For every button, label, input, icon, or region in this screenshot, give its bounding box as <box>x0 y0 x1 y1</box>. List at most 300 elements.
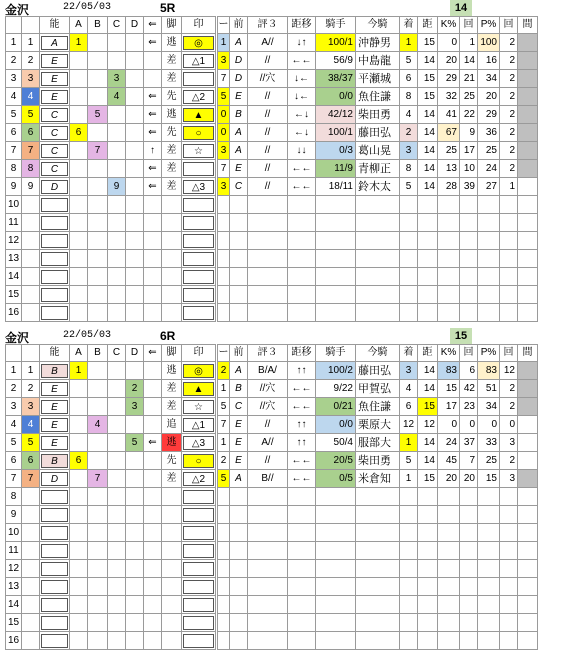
prev-rank-cell: 7 <box>218 416 230 434</box>
horse-no-cell: 16 <box>6 632 22 650</box>
distance-cell: 15 <box>418 34 438 52</box>
running-style-cell: 逃 <box>162 362 182 380</box>
dist-change-cell: ↓↓ <box>288 142 316 160</box>
column-header: 印 <box>182 17 216 34</box>
jockey-rate-cell <box>316 578 356 596</box>
rank-c-cell <box>108 232 126 250</box>
table-row <box>6 362 538 380</box>
runs2-cell: 2 <box>500 52 518 70</box>
rank-a-cell <box>70 578 88 596</box>
jockey-rate-cell <box>316 506 356 524</box>
arrow-cell: ⇐ <box>144 88 162 106</box>
prev-rank-cell: 1 <box>218 34 230 52</box>
mark-cell: ☆ <box>182 142 216 160</box>
rank-a-cell <box>70 524 88 542</box>
column-header: C <box>108 17 126 34</box>
running-style-cell <box>162 542 182 560</box>
prev-cell: E <box>230 160 248 178</box>
distance-cell <box>418 196 438 214</box>
interval-cell <box>518 70 538 88</box>
jockey-rate-cell <box>316 542 356 560</box>
gate-no-cell: 9 <box>22 178 40 196</box>
rating3-cell: // <box>248 416 288 434</box>
gate-no-cell <box>22 250 40 268</box>
running-style-cell <box>162 506 182 524</box>
runs-cell <box>460 214 478 232</box>
ability-cell <box>40 268 70 286</box>
rank-c-cell: 9 <box>108 178 126 196</box>
arrow-cell <box>144 196 162 214</box>
column-header: D <box>126 17 144 34</box>
interval-cell <box>518 452 538 470</box>
prev-cell <box>230 286 248 304</box>
jockey-cell: 中島龍 <box>356 52 400 70</box>
distance-cell: 15 <box>418 88 438 106</box>
runs-cell: 21 <box>460 70 478 88</box>
mark-cell: △1 <box>182 52 216 70</box>
horse-no-cell: 7 <box>6 142 22 160</box>
ability-cell: E <box>40 380 70 398</box>
prev-rank-cell: 0 <box>218 106 230 124</box>
jockey-cell: 藤田弘 <box>356 124 400 142</box>
arrow-cell: ⇐ <box>144 106 162 124</box>
dist-change-cell: ←↓ <box>288 106 316 124</box>
runs2-cell <box>500 232 518 250</box>
column-header: 脚 <box>162 17 182 34</box>
distance-cell <box>418 560 438 578</box>
runs-cell: 22 <box>460 106 478 124</box>
table-row <box>6 524 538 542</box>
gate-no-cell: 2 <box>22 52 40 70</box>
column-header: 前 <box>230 345 248 362</box>
runs2-cell <box>500 304 518 322</box>
prev-cell <box>230 196 248 214</box>
jockey-cell <box>356 250 400 268</box>
arrow-cell: ⇐ <box>144 124 162 142</box>
runs2-cell <box>500 214 518 232</box>
distance-cell: 12 <box>418 416 438 434</box>
running-style-cell: 逃 <box>162 34 182 52</box>
column-header <box>6 17 22 34</box>
rank-a-cell <box>70 434 88 452</box>
rank-a-cell <box>70 268 88 286</box>
prev-finish-cell: 1 <box>400 470 418 488</box>
column-header: C <box>108 345 126 362</box>
rank-a-cell <box>70 88 88 106</box>
prev-rank-cell <box>218 232 230 250</box>
prev-finish-cell: 1 <box>400 434 418 452</box>
prev-cell <box>230 542 248 560</box>
running-style-cell: 先 <box>162 88 182 106</box>
horse-no-cell: 3 <box>6 70 22 88</box>
ability-cell: D <box>40 470 70 488</box>
rank-b-cell <box>88 178 108 196</box>
header-row <box>6 345 538 362</box>
runs2-cell <box>500 524 518 542</box>
arrow-cell: ⇐ <box>144 434 162 452</box>
distance-cell: 15 <box>418 470 438 488</box>
table-row <box>6 434 538 452</box>
rank-d-cell <box>126 524 144 542</box>
mark-cell: ○ <box>182 124 216 142</box>
distance-cell: 15 <box>418 70 438 88</box>
rank-b-cell <box>88 88 108 106</box>
rank-a-cell <box>70 160 88 178</box>
prev-finish-cell: 2 <box>400 124 418 142</box>
rating3-cell: // <box>248 124 288 142</box>
ability-cell: C <box>40 142 70 160</box>
jockey-rate-cell <box>316 250 356 268</box>
running-style-cell <box>162 488 182 506</box>
rank-c-cell <box>108 268 126 286</box>
runs-cell: 20 <box>460 470 478 488</box>
mark-cell <box>182 614 216 632</box>
runs2-cell: 2 <box>500 452 518 470</box>
horse-no-cell: 10 <box>6 524 22 542</box>
running-style-cell: 差 <box>162 142 182 160</box>
prev-rank-cell: 3 <box>218 178 230 196</box>
horse-no-cell: 14 <box>6 596 22 614</box>
runs-cell: 10 <box>460 160 478 178</box>
table-row <box>6 578 538 596</box>
rank-d-cell <box>126 362 144 380</box>
ability-cell: E <box>40 70 70 88</box>
runs-cell <box>460 268 478 286</box>
running-style-cell <box>162 596 182 614</box>
arrow-cell <box>144 488 162 506</box>
column-header: ー <box>218 17 230 34</box>
arrow-cell <box>144 304 162 322</box>
prev-rank-cell <box>218 542 230 560</box>
prev-rank-cell <box>218 488 230 506</box>
horse-no-cell: 16 <box>6 304 22 322</box>
rating3-cell: // <box>248 178 288 196</box>
runs2-cell: 3 <box>500 470 518 488</box>
ability-cell <box>40 506 70 524</box>
jockey-rate-cell: 42/12 <box>316 106 356 124</box>
ability-cell <box>40 286 70 304</box>
runs2-cell: 2 <box>500 124 518 142</box>
rating3-cell <box>248 488 288 506</box>
p-pct-cell: 83 <box>478 362 500 380</box>
rank-a-cell <box>70 304 88 322</box>
rating3-cell <box>248 304 288 322</box>
prev-rank-cell <box>218 560 230 578</box>
rank-d-cell: 3 <box>126 398 144 416</box>
rating3-cell <box>248 578 288 596</box>
prev-rank-cell <box>218 524 230 542</box>
rank-b-cell <box>88 70 108 88</box>
ability-cell: E <box>40 434 70 452</box>
k-pct-cell <box>438 560 460 578</box>
distance-cell: 14 <box>418 124 438 142</box>
p-pct-cell <box>478 596 500 614</box>
gate-no-cell: 2 <box>22 380 40 398</box>
k-pct-cell <box>438 596 460 614</box>
jockey-rate-cell <box>316 614 356 632</box>
horse-no-cell: 8 <box>6 160 22 178</box>
rank-c-cell <box>108 578 126 596</box>
jockey-cell <box>356 578 400 596</box>
prev-rank-cell <box>218 268 230 286</box>
running-style-cell <box>162 560 182 578</box>
arrow-cell <box>144 52 162 70</box>
column-header <box>22 345 40 362</box>
interval-cell <box>518 542 538 560</box>
dist-change-cell: ←← <box>288 470 316 488</box>
runs-cell: 1 <box>460 34 478 52</box>
rank-a-cell <box>70 142 88 160</box>
running-style-cell: 逃 <box>162 434 182 452</box>
table-row <box>6 416 538 434</box>
mark-cell <box>182 286 216 304</box>
runs2-cell: 2 <box>500 142 518 160</box>
rank-a-cell <box>70 286 88 304</box>
table-row <box>6 506 538 524</box>
horse-no-cell: 5 <box>6 434 22 452</box>
prev-finish-cell <box>400 596 418 614</box>
prev-cell <box>230 524 248 542</box>
runs-cell: 6 <box>460 362 478 380</box>
ability-cell: C <box>40 160 70 178</box>
gate-no-cell <box>22 542 40 560</box>
ability-cell: B <box>40 362 70 380</box>
prev-finish-cell <box>400 524 418 542</box>
gate-no-cell <box>22 578 40 596</box>
jockey-rate-cell: 11/9 <box>316 160 356 178</box>
runs2-cell <box>500 268 518 286</box>
venue-label: 金沢 <box>5 3 30 17</box>
jockey-cell <box>356 542 400 560</box>
arrow-cell <box>144 506 162 524</box>
running-style-cell: 差 <box>162 160 182 178</box>
distance-cell: 14 <box>418 160 438 178</box>
mark-cell <box>182 506 216 524</box>
rank-a-cell <box>70 214 88 232</box>
dist-change-cell: ←← <box>288 178 316 196</box>
race-header <box>0 0 578 16</box>
interval-cell <box>518 632 538 650</box>
rank-c-cell <box>108 434 126 452</box>
runs-cell: 25 <box>460 88 478 106</box>
runs-cell <box>460 488 478 506</box>
rank-a-cell <box>70 52 88 70</box>
distance-cell <box>418 232 438 250</box>
dist-change-cell <box>288 286 316 304</box>
prev-rank-cell: 2 <box>218 452 230 470</box>
jockey-cell <box>356 196 400 214</box>
p-pct-cell <box>478 524 500 542</box>
interval-cell <box>518 268 538 286</box>
prev-cell: A <box>230 34 248 52</box>
prev-finish-cell: 1 <box>400 34 418 52</box>
prev-cell: A <box>230 362 248 380</box>
rank-d-cell <box>126 416 144 434</box>
ability-cell: E <box>40 88 70 106</box>
rank-b-cell: 7 <box>88 142 108 160</box>
runs2-cell: 2 <box>500 34 518 52</box>
runs-cell <box>460 542 478 560</box>
table-row <box>6 286 538 304</box>
table-row <box>6 232 538 250</box>
jockey-rate-cell: 18/11 <box>316 178 356 196</box>
table-row <box>6 214 538 232</box>
dist-change-cell: ↓↑ <box>288 34 316 52</box>
prev-finish-cell: 8 <box>400 88 418 106</box>
rank-c-cell <box>108 142 126 160</box>
rank-d-cell <box>126 452 144 470</box>
horse-no-cell: 15 <box>6 286 22 304</box>
jockey-cell <box>356 304 400 322</box>
rating3-cell: //穴 <box>248 398 288 416</box>
dist-change-cell: ←← <box>288 398 316 416</box>
dist-change-cell <box>288 232 316 250</box>
table-row <box>6 398 538 416</box>
rank-b-cell <box>88 304 108 322</box>
rank-b-cell: 5 <box>88 106 108 124</box>
horse-no-cell: 7 <box>6 470 22 488</box>
prev-finish-cell: 12 <box>400 416 418 434</box>
race-header <box>0 328 578 344</box>
prev-cell: B <box>230 380 248 398</box>
mark-cell <box>182 214 216 232</box>
jockey-rate-cell: 0/21 <box>316 398 356 416</box>
prev-finish-cell: 6 <box>400 70 418 88</box>
table-row <box>6 88 538 106</box>
gate-no-cell: 6 <box>22 124 40 142</box>
jockey-rate-cell: 20/5 <box>316 452 356 470</box>
gate-no-cell <box>22 286 40 304</box>
jockey-cell: 栗原大 <box>356 416 400 434</box>
runs-cell <box>460 196 478 214</box>
prev-rank-cell: 2 <box>218 362 230 380</box>
rank-d-cell <box>126 196 144 214</box>
p-pct-cell <box>478 250 500 268</box>
table-row <box>6 614 538 632</box>
rank-b-cell <box>88 232 108 250</box>
rank-d-cell <box>126 178 144 196</box>
k-pct-cell: 0 <box>438 34 460 52</box>
table-row <box>6 124 538 142</box>
prev-finish-cell <box>400 560 418 578</box>
interval-cell <box>518 434 538 452</box>
interval-cell <box>518 416 538 434</box>
mark-cell <box>182 560 216 578</box>
jockey-rate-cell <box>316 560 356 578</box>
distance-cell <box>418 632 438 650</box>
running-style-cell <box>162 304 182 322</box>
column-header: A <box>70 345 88 362</box>
gate-no-cell <box>22 232 40 250</box>
prev-cell: E <box>230 416 248 434</box>
rank-d-cell <box>126 160 144 178</box>
rank-a-cell <box>70 380 88 398</box>
mark-cell <box>182 160 216 178</box>
runs-cell <box>460 304 478 322</box>
prev-cell: E <box>230 434 248 452</box>
prev-finish-cell <box>400 506 418 524</box>
race-distance: 15 <box>450 328 472 344</box>
rank-c-cell <box>108 380 126 398</box>
running-style-cell <box>162 232 182 250</box>
k-pct-cell: 29 <box>438 70 460 88</box>
jockey-rate-cell: 0/5 <box>316 470 356 488</box>
jockey-cell <box>356 596 400 614</box>
prev-cell: A <box>230 124 248 142</box>
runs-cell <box>460 632 478 650</box>
prev-finish-cell <box>400 488 418 506</box>
k-pct-cell: 13 <box>438 160 460 178</box>
dist-change-cell <box>288 578 316 596</box>
mark-cell <box>182 578 216 596</box>
table-row <box>6 268 538 286</box>
dist-change-cell <box>288 506 316 524</box>
rating3-cell: //穴 <box>248 380 288 398</box>
running-style-cell: 差 <box>162 380 182 398</box>
running-style-cell: 差 <box>162 70 182 88</box>
rank-b-cell <box>88 268 108 286</box>
mark-cell <box>182 232 216 250</box>
jockey-rate-cell: 50/4 <box>316 434 356 452</box>
ability-cell: C <box>40 106 70 124</box>
gate-no-cell: 8 <box>22 160 40 178</box>
column-header: 回 <box>460 17 478 34</box>
rank-c-cell <box>108 160 126 178</box>
arrow-cell <box>144 398 162 416</box>
prev-cell <box>230 268 248 286</box>
prev-finish-cell: 6 <box>400 398 418 416</box>
prev-finish-cell: 5 <box>400 52 418 70</box>
k-pct-cell <box>438 286 460 304</box>
dist-change-cell: ←← <box>288 380 316 398</box>
mark-cell: △2 <box>182 470 216 488</box>
ability-cell: E <box>40 398 70 416</box>
interval-cell <box>518 106 538 124</box>
table-row <box>6 196 538 214</box>
gate-no-cell <box>22 506 40 524</box>
running-style-cell: 先 <box>162 124 182 142</box>
rating3-cell <box>248 614 288 632</box>
distance-cell: 15 <box>418 398 438 416</box>
race-table <box>5 16 538 322</box>
prev-rank-cell <box>218 214 230 232</box>
runs2-cell <box>500 488 518 506</box>
rank-b-cell <box>88 398 108 416</box>
dist-change-cell <box>288 268 316 286</box>
rank-d-cell <box>126 286 144 304</box>
k-pct-cell: 67 <box>438 124 460 142</box>
runs2-cell <box>500 542 518 560</box>
prev-cell <box>230 560 248 578</box>
jockey-rate-cell: 38/37 <box>316 70 356 88</box>
mark-cell <box>182 196 216 214</box>
dist-change-cell: ↓← <box>288 88 316 106</box>
prev-rank-cell: 3 <box>218 52 230 70</box>
rank-d-cell <box>126 304 144 322</box>
table-row <box>6 160 538 178</box>
ability-cell <box>40 596 70 614</box>
prev-finish-cell <box>400 632 418 650</box>
jockey-cell <box>356 214 400 232</box>
k-pct-cell: 15 <box>438 380 460 398</box>
table-row <box>6 632 538 650</box>
column-header: A <box>70 17 88 34</box>
horse-no-cell: 8 <box>6 488 22 506</box>
prev-finish-cell: 5 <box>400 178 418 196</box>
dist-change-cell: ↑↑ <box>288 416 316 434</box>
runs-cell <box>460 250 478 268</box>
ability-cell <box>40 614 70 632</box>
